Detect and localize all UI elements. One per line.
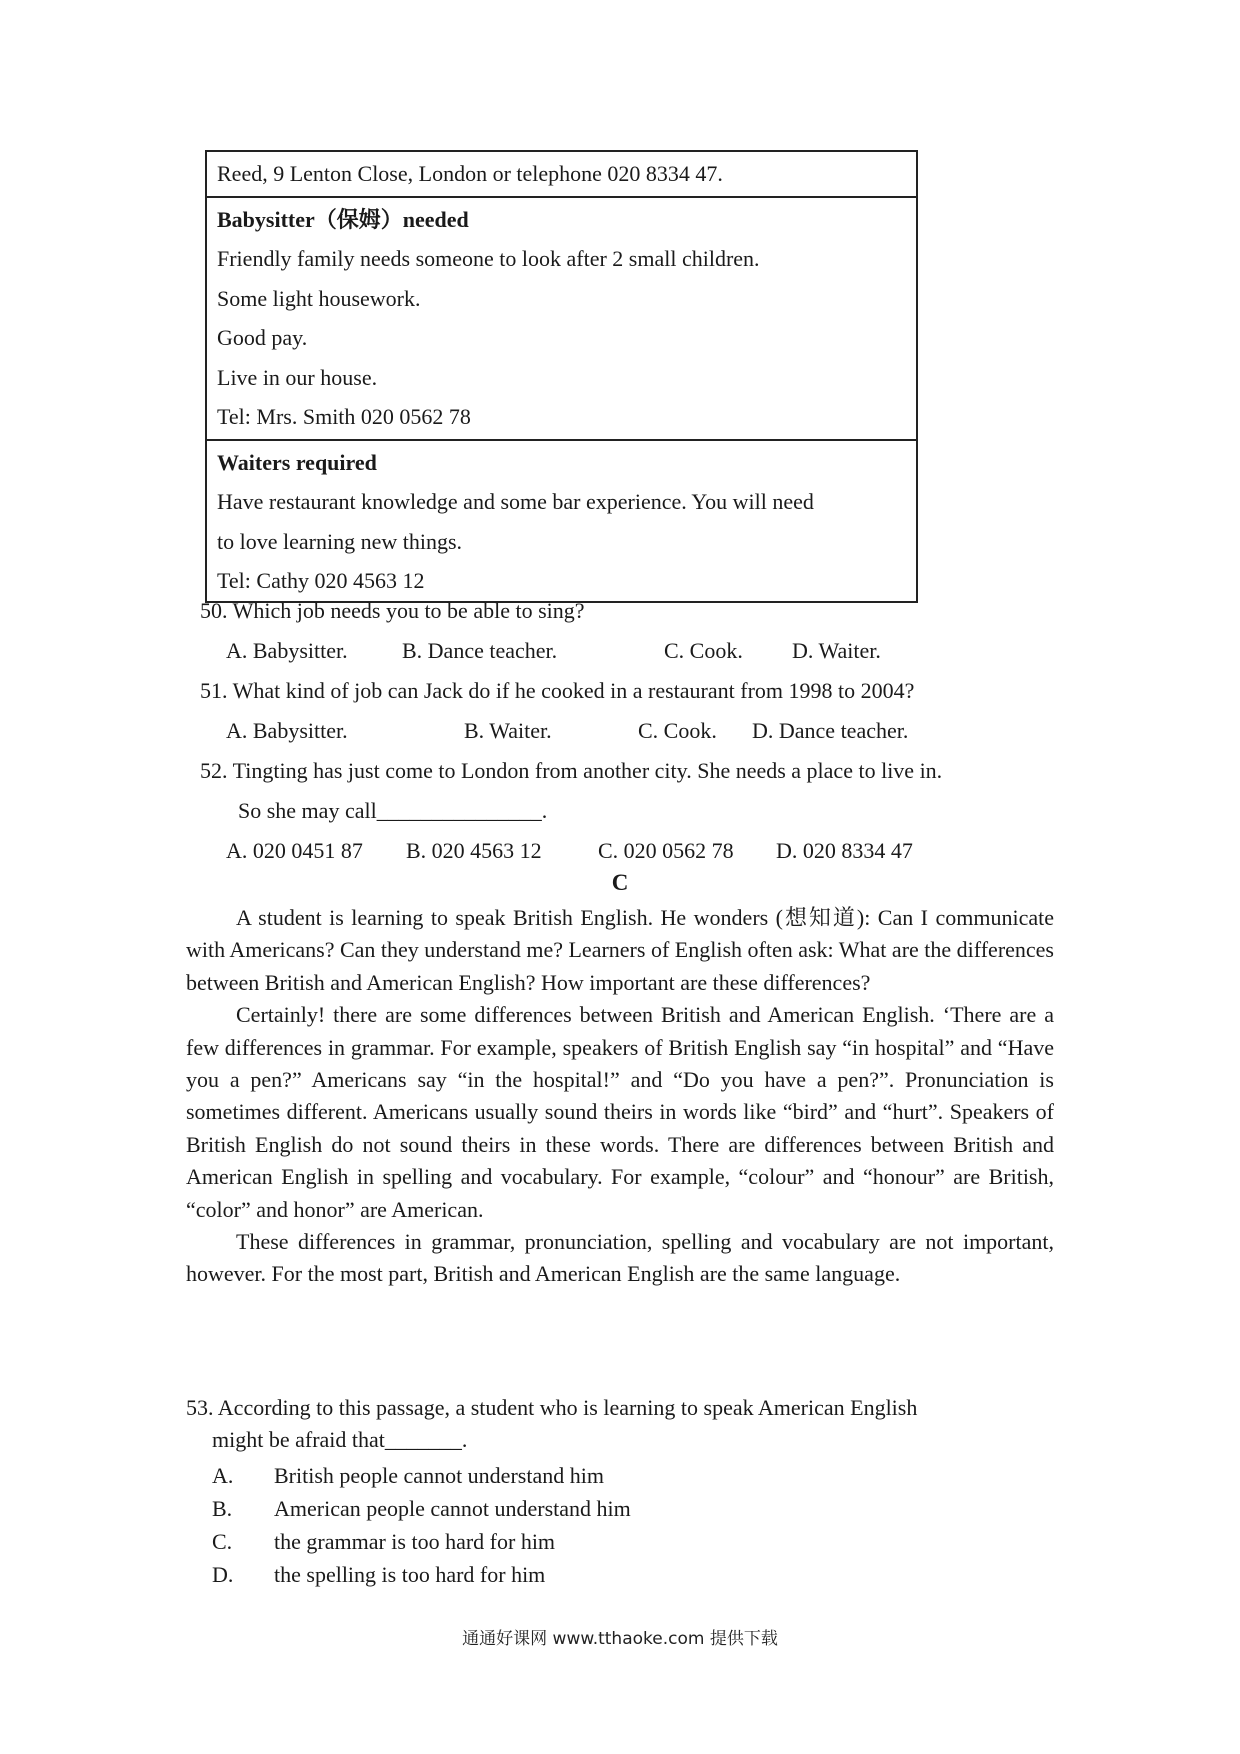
choice-text: the grammar is too hard for him [274,1529,556,1554]
passage-paragraph: These differences in grammar, pronunciation, spelling and vocabulary are not important, however. For the most part, British and American English are the same language. [186,1229,1054,1287]
q52-option-c: C. 020 0562 78 [598,838,734,863]
question-52-stem: 52. Tingting has just come to London from another city. She needs a place to live in. [200,758,943,783]
page-footer: 通通好课网 www.tthaoke.com 提供下载 [462,1629,778,1649]
passage-paragraph: A student is learning to speak British English. He wonders (想知道): Can I communicate with Americans? Can they understand me? Learners of English often ask: What are the differences between British and American English? How important are these differences? [186,905,1054,995]
q52-option-a: A. 020 0451 87 [226,838,363,863]
question-52-stem-cont: So she may call_______________. [238,798,548,823]
ad-line: Have restaurant knowledge and some bar experience. You will need [217,489,814,514]
choice-text: British people cannot understand him [274,1463,604,1488]
choice-letter: A. [212,1463,234,1488]
passage-paragraph: Certainly! there are some differences between British and American English. ‘There are a few differences in grammar. For example, speakers of British English say “in hospital” and “Have you a pen?” Americans say “in the hospital!” and “Do you have a pen?”. Pronunciation is sometimes different. Americans usually sound theirs in words like “bird” and “hurt”. Speakers of British English do not sound theirs in these words. There are differences between British and American English in spelling and vocabulary. For example, “colour” and “honour” are British, “color” and honor” are American. [186,1002,1054,1222]
q51-option-d: D. Dance teacher. [752,718,909,743]
q50-option-b: B. Dance teacher. [402,638,558,663]
q52-option-d: D. 020 8334 47 [776,838,913,863]
section-heading: C [611,870,629,895]
ad-line: Friendly family needs someone to look after 2 small children. [217,246,760,271]
q53-choice-c [212,1527,555,1557]
q50-option-d: D. Waiter. [792,638,881,663]
q51-option-a: A. Babysitter. [226,718,348,743]
ad-section-waiters [207,441,916,601]
ad-line: Reed, 9 Lenton Close, London or telephone 020 8334 47. [217,161,723,186]
question-50-stem: 50. Which job needs you to be able to sing? [200,598,585,623]
ad-line: Tel: Mrs. Smith 020 0562 78 [217,404,471,429]
reading-passage [186,902,1054,1291]
q51-option-c: C. Cook. [638,718,717,743]
q53-choice-a [212,1461,604,1491]
question-53-stem-cont: might be afraid that_______. [212,1427,468,1453]
question-53 [186,1392,1054,1457]
ad-line: Live in our house. [217,364,378,390]
q53-choice-b [212,1494,631,1524]
job-ads-box [205,150,918,603]
choice-letter: D. [212,1562,234,1587]
ad-section-continued [207,152,916,198]
q50-option-c: C. Cook. [664,638,743,663]
question-51-stem: 51. What kind of job can Jack do if he cooked in a restaurant from 1998 to 2004? [200,678,915,703]
question-53-stem: 53. According to this passage, a student who is learning to speak American English [186,1395,918,1420]
ad-title: Waiters required [217,449,377,475]
choice-letter: C. [212,1529,233,1554]
ad-section-babysitter [207,198,916,441]
ad-line: Good pay. [217,325,308,350]
q51-option-b: B. Waiter. [464,718,552,743]
choice-text: the spelling is too hard for him [274,1562,546,1587]
choice-text: American people cannot understand him [274,1496,631,1521]
ad-line: to love learning new things. [217,528,463,554]
q52-option-b: B. 020 4563 12 [406,838,542,863]
ad-line: Some light housework. [217,285,421,311]
ad-title: Babysitter（保姆）needed [217,206,469,232]
ad-line: Tel: Cathy 020 4563 12 [217,568,425,593]
q50-option-a: A. Babysitter. [226,638,348,663]
choice-letter: B. [212,1496,233,1521]
q53-choice-d [212,1560,545,1590]
